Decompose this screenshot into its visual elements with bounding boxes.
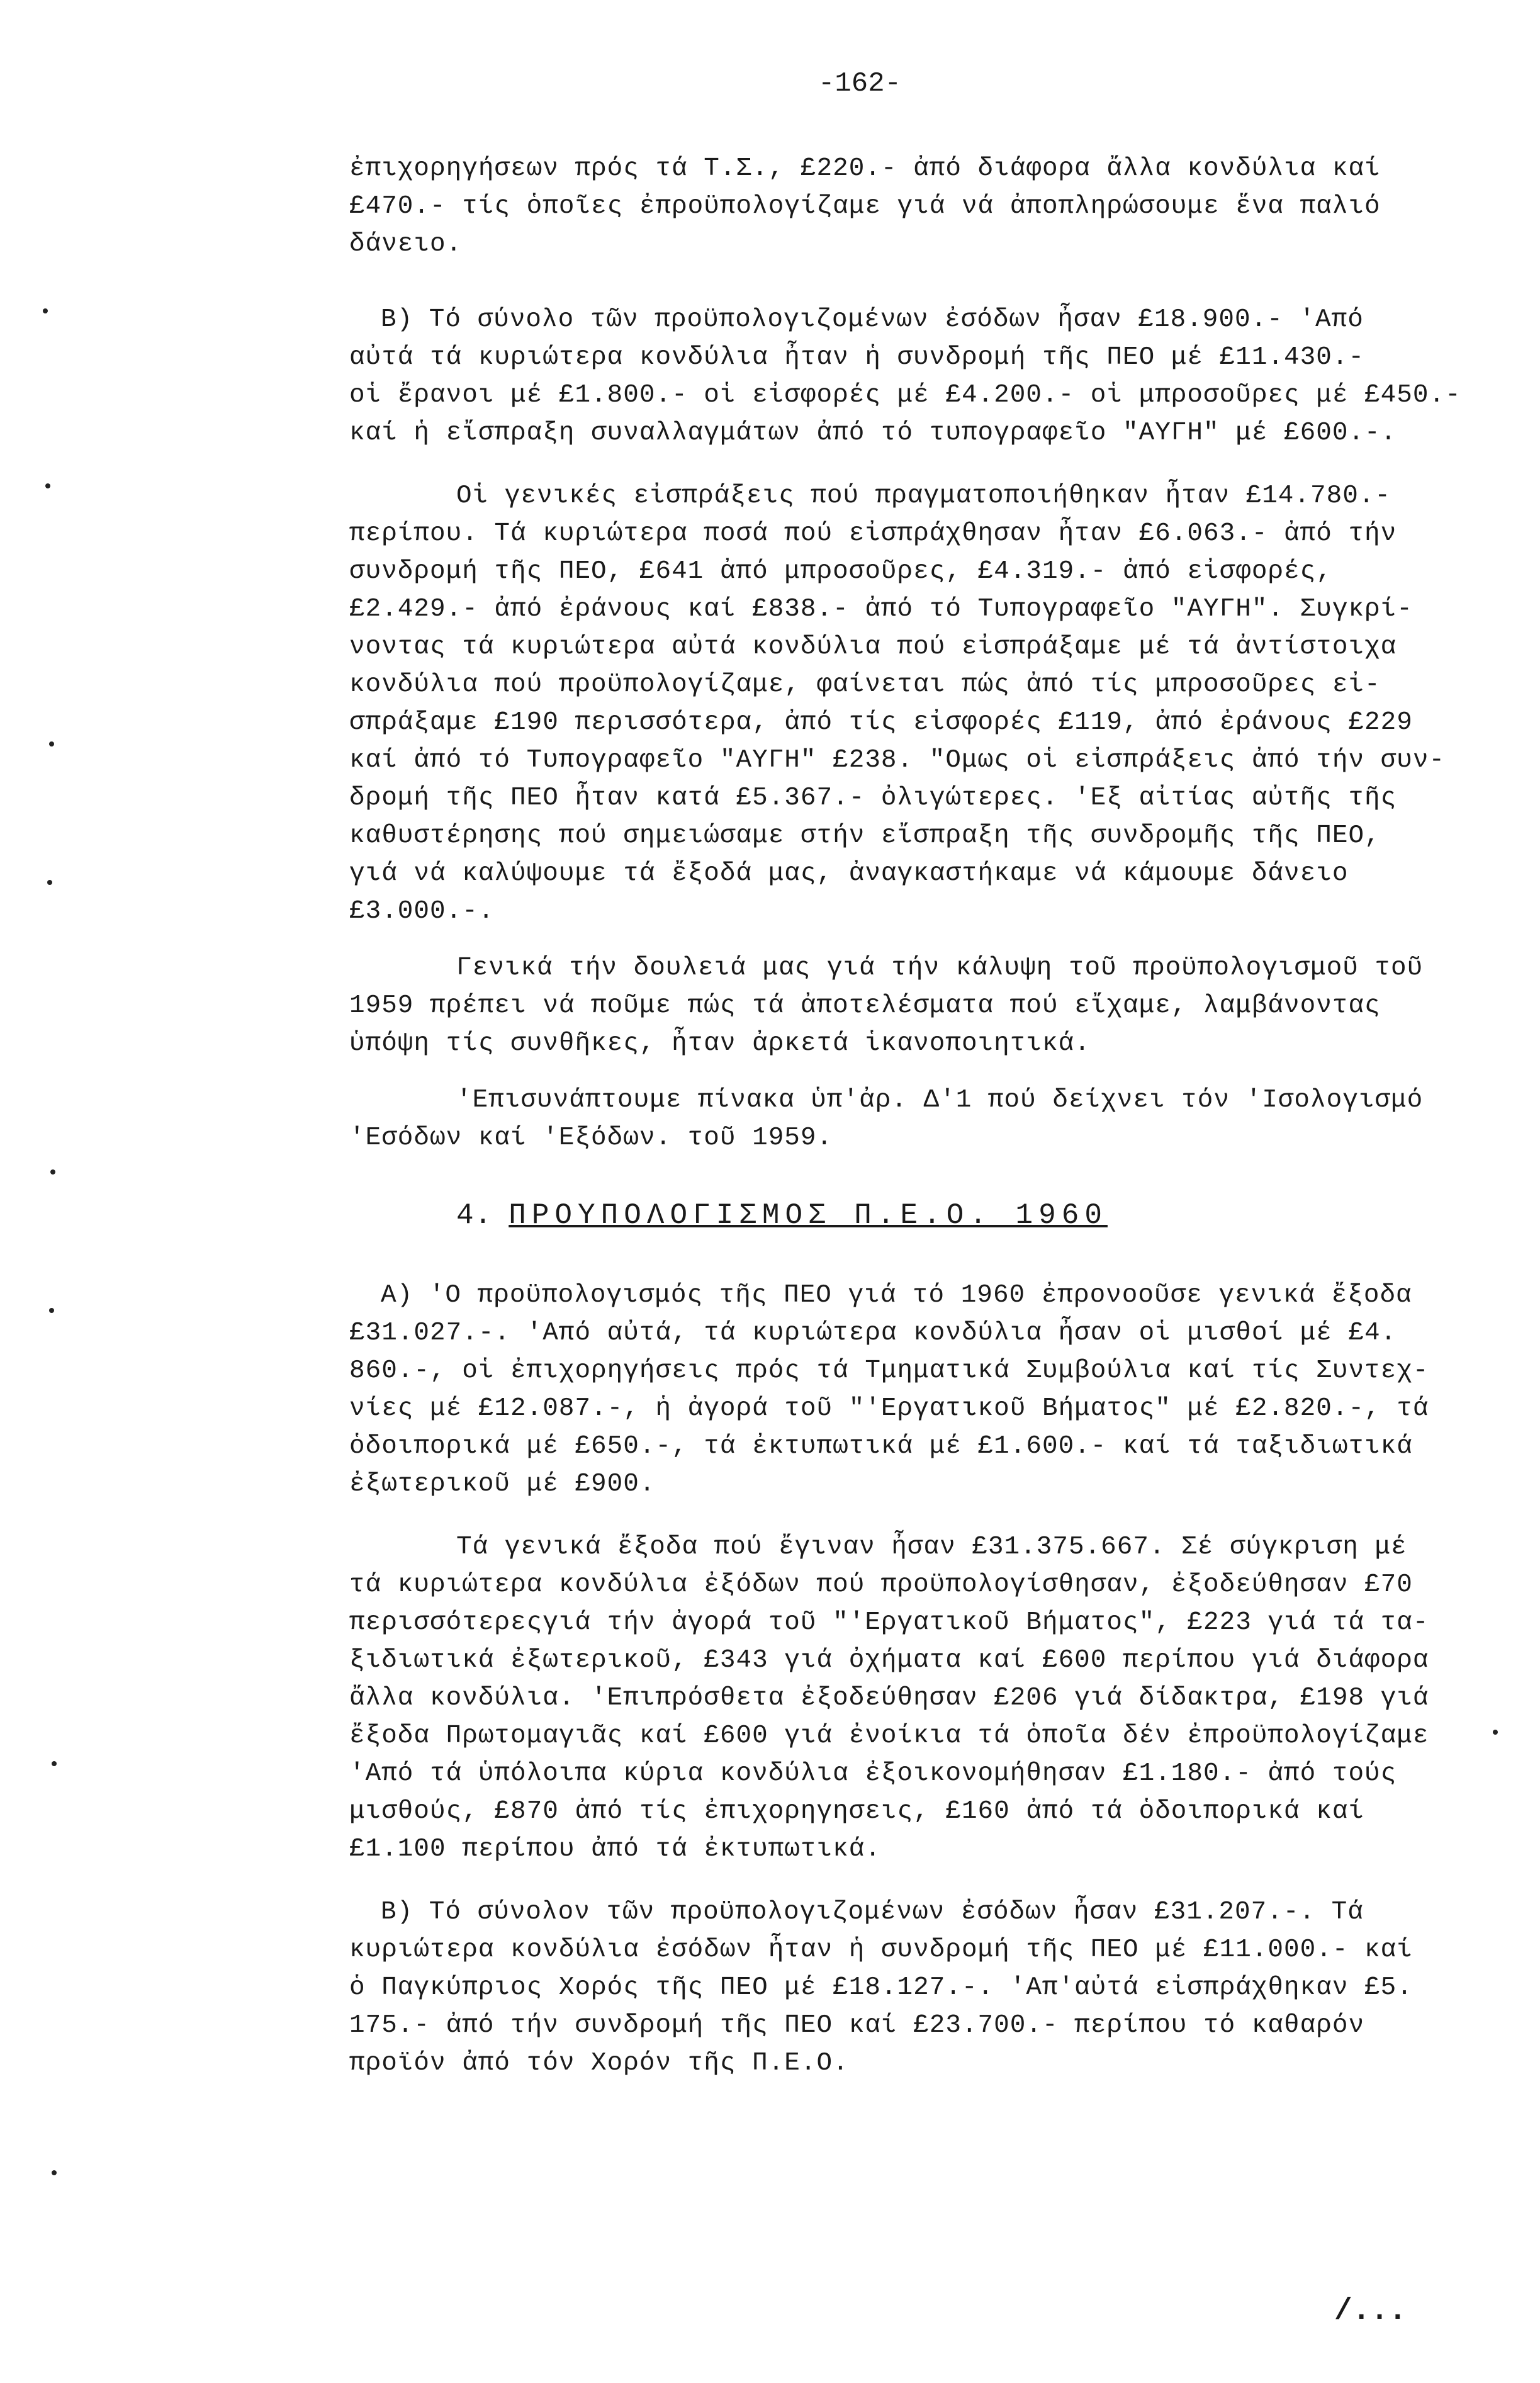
text-line: καί ἀπό τό Τυπογραφεῖο "ΑΥΓΗ" £238. "Ομως οἱ εἰσπράξεις ἀπό τήν συν-: [349, 746, 1446, 775]
text-line: οἱ ἔρανοι μέ £1.800.- οἱ εἰσφορές μέ £4.200.- οἱ μπροσοῦρες μέ £450.-: [349, 381, 1461, 410]
text-line: γιά νά καλύψουμε τά ἔξοδά μας, ἀναγκαστήκαμε νά κάμουμε δάνειο: [349, 859, 1349, 888]
text-line: Οἱ γενικές εἰσπράξεις πού πραγματοποιήθηκαν ἦταν £14.780.-: [456, 482, 1391, 510]
text-line: ὁδοιπορικά μέ £650.-, τά ἐκτυπωτικά μέ £1.600.- καί τά ταξιδιωτικά: [349, 1432, 1413, 1461]
text-line: 175.- ἀπό τήν συνδρομή τῆς ΠΕΟ καί £23.700.- περίπου τό καθαρόν: [349, 2011, 1365, 2040]
text-line: νοντας τά κυριώτερα αὐτά κονδύλια πού εἰσπράξαμε μέ τά ἀντίστοιχα: [349, 633, 1397, 662]
text-line: ἐπιχορηγήσεων πρός τά Τ.Σ., £220.- ἀπό διάφορα ἄλλα κονδύλια καί: [349, 154, 1381, 183]
text-line: 1959 πρέπει νά ποῦμε πώς τά ἀποτελέσματα πού εἴχαμε, λαμβάνοντας: [349, 991, 1381, 1020]
text-line: Τά γενικά ἔξοδα πού ἔγιναν ἦσαν £31.375.667. Σέ σύγκριση μέ: [456, 1533, 1407, 1562]
margin-dot: [49, 1308, 54, 1313]
text-line: 'Επισυνάπτουμε πίνακα ὑπ'ἀρ. Δ'1 πού δείχνει τόν 'Ισολογισμό: [456, 1086, 1424, 1115]
margin-dot: [50, 1169, 55, 1175]
text-line: δρομή τῆς ΠΕΟ ἦταν κατά £5.367.- ὀλιγώτερες. 'Εξ αἰτίας αὐτῆς τῆς: [349, 784, 1397, 813]
text-line: B) Τό σύνολον τῶν προϋπολογιζομένων ἐσόδων ἦσαν £31.207.-. Τά: [381, 1898, 1364, 1927]
text-line: ἐξωτερικοῦ μέ £900.: [349, 1470, 656, 1499]
text-line: B) Τό σύνολο τῶν προϋπολογιζομένων ἐσόδων ἦσαν £18.900.- 'Από: [381, 305, 1364, 334]
text-line: περίπου. Τά κυριώτερα ποσά πού εἰσπράχθησαν ἦταν £6.063.- ἀπό τήν: [349, 519, 1397, 548]
text-line: 860.-, οἱ ἐπιχορηγήσεις πρός τά Τμηματικά Συμβούλια καί τίς Συντεχ-: [349, 1356, 1429, 1385]
margin-dot: [47, 880, 52, 885]
text-line: 'Εσόδων καί 'Εξόδων. τοῦ 1959.: [349, 1124, 833, 1152]
text-line: κυριώτερα κονδύλια ἐσόδων ἦταν ἡ συνδρομή τῆς ΠΕΟ μέ £11.000.- καί: [349, 1935, 1413, 1964]
text-line: £3.000.-.: [349, 897, 495, 926]
text-line: £31.027.-. 'Από αὐτά, τά κυριώτερα κονδύλια ἦσαν οἱ μισθοί μέ £4.: [349, 1319, 1397, 1348]
page-number: -162-: [818, 68, 902, 99]
margin-dot: [1493, 1730, 1498, 1735]
section-title: ΠΡΟΥΠΟΛΟΓΙΣΜΟΣ Π.Ε.Ο. 1960: [509, 1199, 1108, 1232]
text-line: νίες μέ £12.087.-, ἡ ἀγορά τοῦ "'Εργατικοῦ Βήματος" μέ £2.820.-, τά: [349, 1394, 1429, 1423]
text-line: δάνειο.: [349, 230, 463, 259]
text-line: A) 'Ο προϋπολογισμός τῆς ΠΕΟ γιά τό 1960 ἐπρονοοῦσε γενικά ἔξοδα: [381, 1281, 1412, 1310]
text-line: περισσότερεςγιά τήν ἀγορά τοῦ "'Εργατικοῦ Βήματος", £223 γιά τά τα-: [349, 1608, 1429, 1637]
continuation-mark: /...: [1334, 2294, 1407, 2328]
text-line: ἔξοδα Πρωτομαγιᾶς καί £600 γιά ἐνοίκια τά ὁποῖα δέν ἐπροϋπολογίζαμε: [349, 1721, 1429, 1750]
text-line: προϊόν ἀπό τόν Χορόν τῆς Π.Ε.Ο.: [349, 2049, 849, 2078]
margin-dot: [43, 308, 48, 313]
margin-dot: [52, 2170, 57, 2175]
text-line: Γενικά τήν δουλειά μας γιά τήν κάλυψη τοῦ προϋπολογισμοῦ τοῦ: [456, 954, 1424, 983]
section-heading: [456, 1199, 1108, 1232]
text-line: συνδρομή τῆς ΠΕΟ, £641 ἀπό μπροσοῦρες, £4.319.- ἀπό εἰσφορές,: [349, 557, 1332, 586]
text-line: κονδύλια πού προϋπολογίζαμε, φαίνεται πώς ἀπό τίς μπροσοῦρες εἰ-: [349, 670, 1381, 699]
margin-dot: [49, 741, 54, 746]
text-line: μισθούς, £870 ἀπό τίς ἐπιχορηγησεις, £160 ἀπό τά ὁδοιπορικά καί: [349, 1797, 1365, 1826]
text-line: £1.100 περίπου ἀπό τά ἐκτυπωτικά.: [349, 1835, 881, 1864]
text-line: ἄλλα κονδύλια. 'Επιπρόσθετα ἐξοδεύθησαν £206 γιά δίδακτρα, £198 γιά: [349, 1684, 1429, 1713]
text-line: καθυστέρησης πού σημειώσαμε στήν εἴσπραξη τῆς συνδρομῆς τῆς ΠΕΟ,: [349, 821, 1381, 850]
text-line: ὁ Παγκύπριος Χορός τῆς ΠΕΟ μέ £18.127.-. 'Απ'αὐτά εἰσπράχθηκαν £5.: [349, 1973, 1413, 2002]
margin-dot: [45, 483, 50, 488]
text-line: ὑπόψη τίς συνθῆκες, ἦταν ἀρκετά ἱκανοποιητικά.: [349, 1029, 1091, 1058]
text-line: 'Από τά ὑπόλοιπα κύρια κονδύλια ἐξοικονομήθησαν £1.180.- ἀπό τούς: [349, 1759, 1397, 1788]
text-line: αὐτά τά κυριώτερα κονδύλια ἦταν ἡ συνδρομή τῆς ΠΕΟ μέ £11.430.-: [349, 343, 1365, 372]
text-line: £470.- τίς ὁποῖες ἐπροϋπολογίζαμε γιά νά ἀποπληρώσουμε ἕνα παλιό: [349, 192, 1381, 221]
text-line: ξιδιωτικά ἐξωτερικοῦ, £343 γιά ὀχήματα καί £600 περίπου γιά διάφορα: [349, 1646, 1429, 1675]
text-line: τά κυριώτερα κονδύλια ἐξόδων πού προϋπολογίσθησαν, ἐξοδεύθησαν £70: [349, 1570, 1413, 1599]
margin-dot: [52, 1761, 57, 1766]
text-line: £2.429.- ἀπό ἐράνους καί £838.- ἀπό τό Τυπογραφεῖο "ΑΥΓΗ". Συγκρί-: [349, 595, 1413, 624]
text-line: καί ἡ εἴσπραξη συναλλαγμάτων ἀπό τό τυπογραφεῖο "ΑΥΓΗ" μέ £600.-.: [349, 419, 1397, 448]
text-line: σπράξαμε £190 περισσότερα, ἀπό τίς εἰσφορές £119, ἀπό ἐράνους £229: [349, 708, 1413, 737]
section-number: 4.: [456, 1199, 493, 1232]
